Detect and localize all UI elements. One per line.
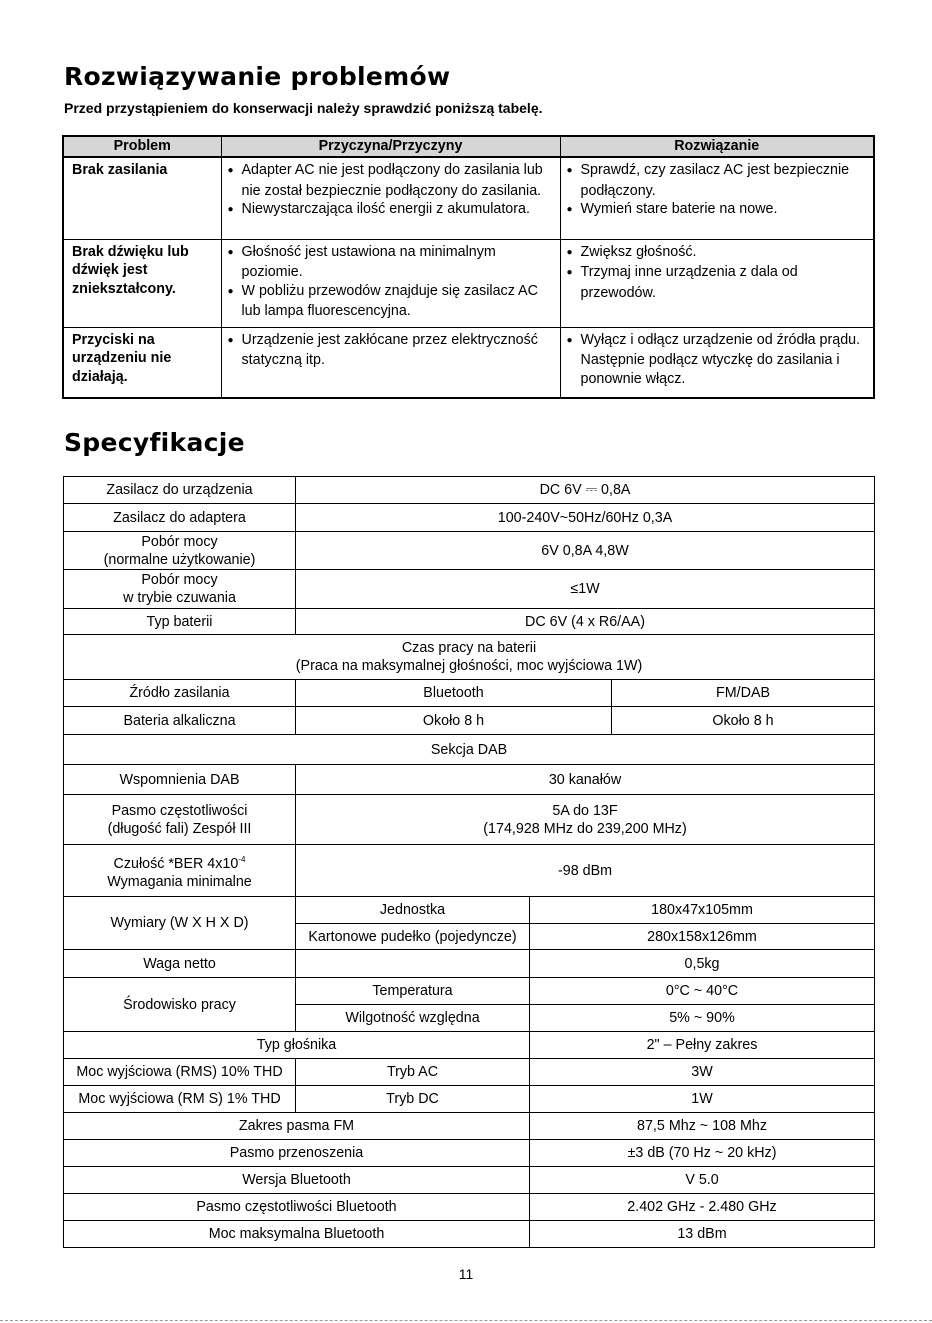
table-row: [64, 897, 875, 924]
spec-value: 30 kanałów: [296, 765, 875, 795]
spec-sublabel: Tryb AC: [296, 1059, 530, 1086]
table-row: [64, 978, 875, 1005]
cause-cell: [221, 327, 560, 398]
table-row: [64, 1059, 875, 1086]
spec-value: 2.402 GHz - 2.480 GHz: [530, 1194, 875, 1221]
table-row: [63, 239, 874, 327]
list-item: ● Głośność jest ustawiona na minimalnym poziomie.: [228, 243, 554, 282]
list-item: ● Sprawdź, czy zasilacz AC jest bezpiecznie podłączony.: [567, 161, 868, 200]
section-header: Sekcja DAB: [64, 735, 875, 765]
spec-value: DC 6V (4 x R6/AA): [296, 609, 875, 635]
spec-value: 13 dBm: [530, 1221, 875, 1248]
spec-label: Pasmo częstotliwości Bluetooth: [64, 1194, 530, 1221]
spec-value: DC 6V ⎓ 0,8A: [296, 477, 875, 504]
spec-value: FM/DAB: [612, 680, 875, 707]
spec-value: Około 8 h: [612, 707, 875, 735]
section-header-line: Czas pracy na baterii: [401, 640, 537, 656]
spec-sublabel: Kartonowe pudełko (pojedyncze): [296, 924, 530, 950]
spec-value: 6V 0,8A 4,8W: [296, 532, 875, 570]
page-number: 11: [458, 1266, 474, 1282]
table-row: [64, 532, 875, 570]
spec-label: [64, 532, 296, 570]
spec-value: 5% ~ 90%: [530, 1005, 875, 1032]
spec-label: Zasilacz do adaptera: [64, 504, 296, 532]
troubleshooting-subtitle: Przed przystąpieniem do konserwacji należy sprawdzić poniższą tabelę.: [64, 100, 543, 116]
spec-label: Pasmo przenoszenia: [64, 1140, 530, 1167]
header-cause: Przyczyna/Przyczyny: [221, 136, 560, 157]
list-item: ● Trzymaj inne urządzenia z dala od przewodów.: [567, 263, 868, 302]
spec-label: Waga netto: [64, 950, 296, 978]
spec-label-line: w trybie czuwania: [123, 590, 236, 606]
table-row: [63, 157, 874, 239]
section-header: [64, 635, 875, 680]
spec-label: Bateria alkaliczna: [64, 707, 296, 735]
list-item: ● Niewystarczająca ilość energii z akumulatora.: [228, 200, 554, 221]
spec-value: Około 8 h: [296, 707, 612, 735]
spec-value: 0°C ~ 40°C: [530, 978, 875, 1005]
spec-sublabel: Tryb DC: [296, 1086, 530, 1113]
spec-sublabel: Temperatura: [296, 978, 530, 1005]
spec-label: Wersja Bluetooth: [64, 1167, 530, 1194]
spec-value: 180x47x105mm: [530, 897, 875, 924]
spec-value: 100-240V~50Hz/60Hz 0,3A: [296, 504, 875, 532]
solution-cell: [560, 327, 874, 398]
table-row: [64, 504, 875, 532]
table-row: [64, 1140, 875, 1167]
list-item: ● Zwiększ głośność.: [567, 243, 868, 264]
spec-label: Moc wyjściowa (RMS) 10% THD: [64, 1059, 296, 1086]
spec-label-line: (długość fali) Zespół III: [107, 820, 252, 837]
spec-value: ≤1W: [296, 570, 875, 609]
list-item: ● Adapter AC nie jest podłączony do zasilania lub nie został bezpiecznie podłączony do zasilania.: [228, 161, 554, 200]
spec-value: 1W: [530, 1086, 875, 1113]
spec-label-line: Pobór mocy: [141, 572, 218, 588]
troubleshooting-table: [62, 135, 875, 399]
spec-label: [64, 795, 296, 845]
spec-label: Typ głośnika: [64, 1032, 530, 1059]
table-row: [63, 327, 874, 398]
table-row: [64, 1086, 875, 1113]
spec-label: Moc maksymalna Bluetooth: [64, 1221, 530, 1248]
table-row: [64, 950, 875, 978]
table-row: [64, 707, 875, 735]
spec-label: Zasilacz do urządzenia: [64, 477, 296, 504]
list-item: ● Wymień stare baterie na nowe.: [567, 200, 868, 221]
spec-sublabel: [296, 950, 530, 978]
spec-label: [64, 570, 296, 609]
spec-value-line: (174,928 MHz do 239,200 MHz): [483, 820, 687, 837]
problem-cell: Brak zasilania: [63, 157, 221, 239]
spec-label: Zakres pasma FM: [64, 1113, 530, 1140]
table-row: [64, 1032, 875, 1059]
table-row: [64, 570, 875, 609]
list-item: ● Urządzenie jest zakłócane przez elektryczność statyczną itp.: [228, 331, 554, 370]
spec-sublabel: Wilgotność względna: [296, 1005, 530, 1032]
spec-label: Środowisko pracy: [64, 978, 296, 1032]
spec-label-line: Wymagania minimalne: [107, 873, 252, 890]
spec-value: -98 dBm: [296, 845, 875, 897]
table-row: [64, 735, 875, 765]
table-row: [64, 635, 875, 680]
spec-value: 87,5 Mhz ~ 108 Mhz: [530, 1113, 875, 1140]
table-row: [64, 795, 875, 845]
table-row: [64, 680, 875, 707]
list-item: ● Wyłącz i odłącz urządzenie od źródła prądu. Następnie podłącz wtyczkę do zasilania i ponownie włącz.: [567, 331, 868, 389]
table-row: [64, 477, 875, 504]
solution-cell: [560, 157, 874, 239]
spec-label-line: Pobór mocy: [141, 533, 218, 550]
troubleshooting-title: Rozwiązywanie problemów: [64, 62, 451, 91]
table-row: [64, 609, 875, 635]
spec-label: Źródło zasilania: [64, 680, 296, 707]
table-row: [64, 845, 875, 897]
spec-label-line: Czułość *BER 4x10: [113, 855, 239, 872]
spec-value: 2" – Pełny zakres: [530, 1032, 875, 1059]
spec-value: Bluetooth: [296, 680, 612, 707]
list-item: ● W pobliżu przewodów znajduje się zasilacz AC lub lampa fluorescencyjna.: [228, 282, 554, 321]
spec-value: [296, 795, 875, 845]
spec-value: V 5.0: [530, 1167, 875, 1194]
spec-label: Wymiary (W X H X D): [64, 897, 296, 950]
specifications-title: Specyfikacje: [64, 428, 245, 457]
table-row: [64, 1221, 875, 1248]
spec-label-line: Pasmo częstotliwości: [111, 802, 248, 819]
table-header-row: [63, 136, 874, 157]
spec-label-line: (normalne użytkowanie): [103, 551, 256, 568]
spec-value: 0,5kg: [530, 950, 875, 978]
spec-value-line: 5A do 13F: [552, 802, 618, 819]
spec-value: 3W: [530, 1059, 875, 1086]
solution-cell: [560, 239, 874, 327]
footer-divider: [0, 1320, 932, 1321]
header-problem: Problem: [63, 136, 221, 157]
exponent: -4: [238, 854, 246, 864]
problem-cell: Brak dźwięku lub dźwięk jest zniekształcony.: [63, 239, 221, 327]
spec-label: [64, 845, 296, 897]
specifications-table: [63, 476, 875, 1248]
section-header-line: (Praca na maksymalnej głośności, moc wyjściowa 1W): [295, 658, 643, 674]
spec-label: Typ baterii: [64, 609, 296, 635]
spec-sublabel: Jednostka: [296, 897, 530, 924]
spec-label: Wspomnienia DAB: [64, 765, 296, 795]
spec-value: 280x158x126mm: [530, 924, 875, 950]
table-row: [64, 1194, 875, 1221]
cause-cell: [221, 239, 560, 327]
cause-cell: [221, 157, 560, 239]
header-solution: Rozwiązanie: [560, 136, 874, 157]
table-row: [64, 765, 875, 795]
table-row: [64, 1113, 875, 1140]
table-row: [64, 1167, 875, 1194]
problem-cell: Przyciski na urządzeniu nie działają.: [63, 327, 221, 398]
spec-label: Moc wyjściowa (RM S) 1% THD: [64, 1086, 296, 1113]
spec-value: ±3 dB (70 Hz ~ 20 kHz): [530, 1140, 875, 1167]
